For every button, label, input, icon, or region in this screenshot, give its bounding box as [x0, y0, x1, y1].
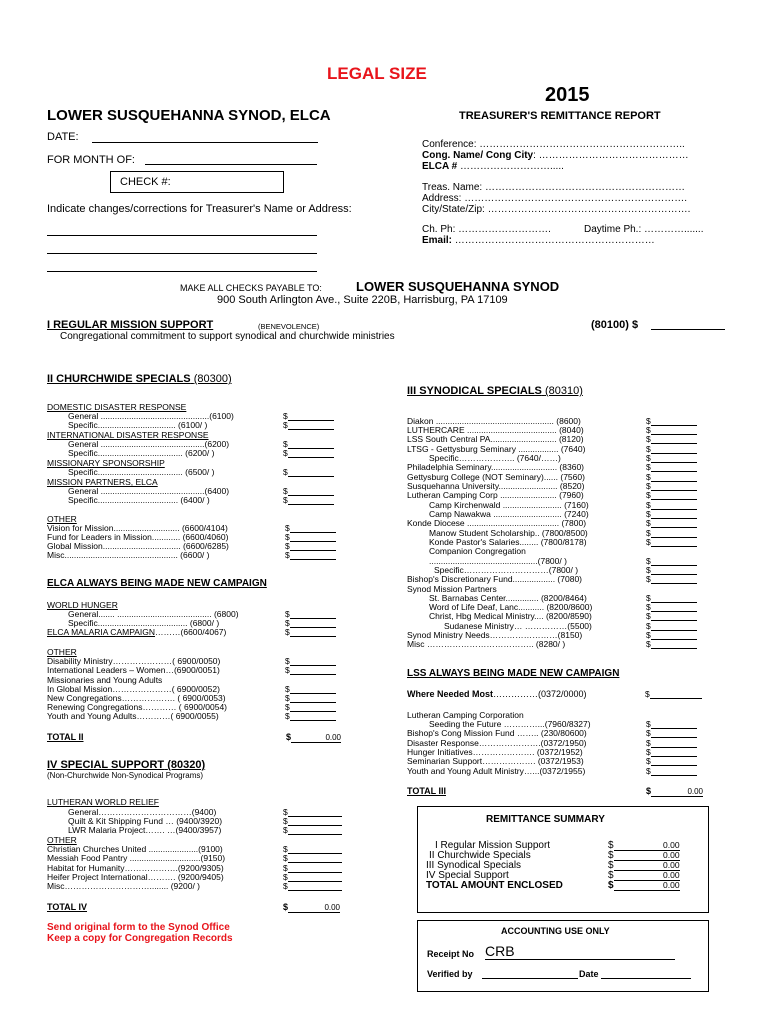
konde-amount[interactable]: $: [646, 519, 697, 528]
ltsg-amount[interactable]: $: [646, 445, 697, 454]
month-label: FOR MONTH OF:: [47, 154, 135, 166]
diakon: Diakon .................................................. (8600): [407, 416, 581, 426]
receipt-field[interactable]: [485, 943, 675, 960]
where-needed-amount[interactable]: $: [645, 690, 702, 699]
payable-name: LOWER SUSQUEHANNA SYNOD: [356, 279, 560, 294]
word-of-life: Word of Life Deaf, Lanc........... (8200/8600): [429, 602, 593, 612]
changes-line-3[interactable]: [47, 271, 317, 272]
cong-name-field[interactable]: [422, 150, 689, 161]
bishop-discretionary: Bishop's Discretionary Fund.................. (7080): [407, 574, 582, 584]
section1-amount[interactable]: [651, 329, 725, 330]
misc-synodical-amount[interactable]: $: [646, 640, 697, 649]
total3-value: 0.00: [651, 787, 703, 797]
christ-hbg: Christ, Hbg Medical Ministry.... (8200/8590): [429, 611, 592, 621]
email-field[interactable]: [422, 235, 655, 246]
domestic-specific-amount[interactable]: $: [283, 421, 334, 430]
total4-label: TOTAL IV: [47, 902, 88, 912]
email-label: Email:: [422, 235, 453, 246]
domestic-general-amount[interactable]: $: [283, 412, 334, 421]
youth-young-adults: Youth and Young Adults…………( 6900/0055): [47, 711, 219, 721]
benevolence-label: (BENEVOLENCE): [258, 322, 320, 331]
total2-label: TOTAL II: [47, 732, 84, 742]
youth-amount[interactable]: $: [285, 712, 336, 721]
global-mission-amount[interactable]: $: [285, 542, 336, 551]
renewing-amount[interactable]: $: [285, 703, 336, 712]
seminarian-amount[interactable]: $: [646, 757, 697, 766]
summary-total-amount: $ 0.00: [608, 880, 680, 891]
check-box[interactable]: [110, 171, 284, 193]
kirchenwald-amount[interactable]: $: [646, 501, 697, 510]
malaria-amount[interactable]: $: [285, 628, 336, 637]
summary-synodical-amount: $ 0.00: [608, 860, 680, 871]
accounting-title: ACCOUNTING USE ONLY: [501, 926, 610, 936]
report-title: TREASURER'S REMITTANCE REPORT: [459, 110, 661, 122]
total3-amount: $ 0.00: [646, 786, 704, 796]
where-needed-most: [407, 689, 587, 699]
missionary-specific: Specific.................................... (6500/ ): [68, 467, 215, 477]
malaria-label: ELCA MALARIA CAMPAIGN: [47, 627, 156, 637]
fund-leaders: Fund for Leaders in Mission............ (6600/4060): [47, 532, 229, 542]
legal-size-title: LEGAL SIZE: [327, 64, 427, 83]
nawakwa-amount[interactable]: $: [646, 510, 697, 519]
heifer-amount[interactable]: $: [283, 873, 342, 882]
malaria-code: ………(6600/4067): [155, 627, 227, 637]
keep-copy-note: Keep a copy for Congregation Records: [47, 933, 233, 944]
total4-amount: $ 0.00: [283, 902, 341, 912]
where-needed-label: Where Needed Most: [407, 689, 494, 699]
total2-amount: $ 0.00: [286, 732, 342, 742]
elca-label: ELCA #: [422, 161, 458, 172]
section4-other-heading: OTHER: [47, 835, 77, 845]
treas-name-field[interactable]: Treas. Name: ……………………………………………………: [422, 182, 685, 193]
susquehanna-amount[interactable]: $: [646, 482, 697, 491]
bishop-discretionary-amount[interactable]: $: [646, 575, 697, 584]
section2-code: (80300): [193, 373, 232, 385]
misc-special-amount[interactable]: $: [283, 882, 342, 891]
changes-line-1[interactable]: [47, 235, 317, 236]
st-barnabas: St. Barnabas Center.............. (8200/8464): [429, 593, 587, 603]
summary-title: REMITTANCE SUMMARY: [486, 814, 605, 825]
sudanese-amount[interactable]: $: [646, 622, 697, 631]
seeding-amount[interactable]: $: [646, 720, 697, 729]
companion-specific: Specific…………………………(7800/ ): [434, 565, 579, 575]
ltsg: LTSG - Gettysburg Seminary ................. (7640): [407, 444, 586, 454]
section3-title: [407, 385, 583, 397]
remittance-summary-box: [417, 806, 709, 913]
vision: Vision for Mission............................ (6600/4104): [47, 523, 228, 533]
sudanese-ministry: Sudanese Ministry… ……………(5500): [444, 621, 592, 631]
quilt-kit-shipping: Quilt & Kit Shipping Fund … (9400/3920): [68, 816, 223, 826]
intl-leaders-amount[interactable]: $: [285, 666, 336, 675]
lwr-general-amount[interactable]: $: [283, 808, 342, 817]
misc-churchwide-amount[interactable]: $: [285, 551, 336, 560]
missionaries-amount[interactable]: $: [285, 685, 336, 694]
verified-label: Verified by: [427, 969, 473, 979]
cong-name-label: Cong. Name/ Cong City: [422, 150, 534, 161]
org-name: LOWER SUSQUEHANNA SYNOD, ELCA: [47, 107, 331, 124]
elca-campaign-heading: ELCA ALWAYS BEING MADE NEW CAMPAIGN: [47, 578, 267, 589]
section2-title-text: II CHURCHWIDE SPECIALS: [47, 373, 191, 385]
total3-label: TOTAL III: [407, 786, 447, 796]
send-original-note: Send original form to the Synod Office: [47, 922, 230, 933]
luthercare: LUTHERCARE ...................................... (8040): [407, 425, 584, 435]
lwr-general: General……………………………(9400): [68, 807, 217, 817]
elca-field[interactable]: [422, 161, 564, 172]
lwr-malaria-amount[interactable]: $: [283, 826, 342, 835]
total4-value: 0.00: [288, 903, 340, 913]
synod-needs-amount[interactable]: $: [646, 631, 697, 640]
misc-synodical: Misc ……………………………….. (8280/ ): [407, 639, 566, 649]
synod-ministry-needs: Synod Ministry Needs……………………(8150): [407, 630, 583, 640]
christ-hbg-amount[interactable]: $: [646, 612, 697, 621]
check-label: CHECK #:: [120, 176, 171, 188]
companion-code: ..............................................(7800/ ): [429, 556, 567, 566]
intl-general-amount[interactable]: $: [283, 440, 334, 449]
cong-name-dots: : ………………………………………: [533, 150, 689, 161]
email-dots: ……………………………………………………: [452, 235, 655, 246]
manow-scholarship: Manow Student Scholarship.. (7800/8500): [429, 528, 588, 538]
summary-regular-amount: $ 0.00: [608, 840, 680, 851]
companion-specific-amount[interactable]: $: [646, 566, 697, 575]
new-congregations-amount[interactable]: $: [285, 694, 336, 703]
city-field[interactable]: City/State/Zip: …………………………………………………….: [422, 204, 691, 215]
disaster-amount[interactable]: $: [646, 739, 697, 748]
ltsg-specific-amount[interactable]: $: [646, 454, 697, 463]
christian-churches: Christian Churches United .....................(9100): [47, 844, 223, 854]
luthercare-amount[interactable]: $: [646, 426, 697, 435]
disability-amount[interactable]: $: [285, 657, 336, 666]
other2-heading: OTHER: [47, 647, 77, 657]
hunger-amount[interactable]: $: [646, 748, 697, 757]
disability-ministry: Disability Ministry…………………( 6900/0050): [47, 656, 221, 666]
habitat-amount[interactable]: $: [283, 864, 342, 873]
summary-total-label: TOTAL AMOUNT ENCLOSED: [426, 880, 563, 891]
world-hunger-heading: WORLD HUNGER: [47, 600, 118, 610]
bishop-cong-mission-amount[interactable]: $: [646, 729, 697, 738]
summary-special-amount: $ 0.00: [608, 870, 680, 881]
section1-desc: Congregational commitment to support synodical and churchwide ministries: [60, 331, 395, 342]
hunger-initiatives: Hunger Initiatives…………………. (0372/1952): [407, 747, 583, 757]
date-field[interactable]: [92, 142, 318, 143]
malaria-campaign: [47, 628, 226, 637]
lwr-malaria: LWR Malaria Project……. …(9400/3957): [68, 825, 222, 835]
synod-mission-partners: Synod Mission Partners: [407, 584, 497, 594]
st-barnabas-amount[interactable]: $: [646, 594, 697, 603]
partners-heading: MISSION PARTNERS, ELCA: [47, 477, 158, 487]
ltsg-specific: Specific……………….. (7640/……): [429, 453, 561, 463]
intl-specific-amount[interactable]: $: [283, 449, 334, 458]
konde-pastor-amount[interactable]: $: [646, 538, 697, 547]
lss-amount[interactable]: $: [646, 435, 697, 444]
international-heading: INTERNATIONAL DISASTER RESPONSE: [47, 430, 209, 440]
misc-churchwide: Misc................................................ (6600/ ): [47, 550, 210, 560]
section2-title: [47, 373, 232, 385]
summary-churchwide: II Churchwide Specials: [429, 850, 531, 861]
summary-special: IV Special Support: [426, 870, 509, 881]
lwr-heading: LUTHERAN WORLD RELIEF: [47, 797, 159, 807]
summary-regular: I Regular Mission Support: [435, 840, 551, 851]
seminarian-support: Seminarian Support………………. (0372/1953): [407, 756, 584, 766]
lss-campaign-heading: LSS ALWAYS BEING MADE NEW CAMPAIGN: [407, 668, 620, 679]
manow-amount[interactable]: $: [646, 529, 697, 538]
philadelphia-amount[interactable]: $: [646, 463, 697, 472]
camp-nawakwa: Camp Nawakwa ............................. (7240): [429, 509, 589, 519]
summary-churchwide-amount: $ 0.00: [608, 850, 680, 861]
section4-title: [47, 759, 205, 771]
other-heading: OTHER: [47, 514, 77, 524]
partners-specific-amount[interactable]: $: [283, 496, 334, 505]
section4-title-text: IV SPECIAL SUPPORT: [47, 759, 165, 771]
domestic-specific: Specific................................. (6100/ ): [68, 420, 208, 430]
church-phone-field[interactable]: Ch. Ph: ……………………….: [422, 224, 551, 235]
payable-address: 900 South Arlington Ave., Suite 220B, Harrisburg, PA 17109: [217, 294, 508, 306]
accounting-box: [417, 920, 709, 992]
changes-line-2[interactable]: [47, 253, 317, 254]
intl-leaders: International Leaders – Women…(6900/0051): [47, 665, 220, 675]
world-hunger-general-amount[interactable]: $: [285, 610, 336, 619]
changes-label: Indicate changes/corrections for Treasurer's Name or Address:: [47, 203, 352, 215]
renewing-congregations: Renewing Congregations………… ( 6900/0054): [47, 702, 228, 712]
date-label: DATE:: [47, 131, 79, 143]
accounting-date-field[interactable]: [601, 978, 691, 979]
section1-title: I REGULAR MISSION SUPPORT: [47, 319, 214, 331]
new-congregations: New Congregations………………. ( 6900/0053): [47, 693, 226, 703]
section4-code: (80320): [167, 759, 206, 771]
payable-label: MAKE ALL CHECKS PAYABLE TO:: [180, 283, 322, 293]
gettysburg-amount[interactable]: $: [646, 473, 697, 482]
world-hunger-specific-amount[interactable]: $: [285, 619, 336, 628]
year: 2015: [545, 84, 590, 106]
receipt-value: CRB: [485, 943, 515, 959]
elca-dots: ……………………….....: [457, 161, 564, 172]
world-hunger-specific: Specific...................................... (6800/ ): [68, 618, 220, 628]
receipt-label: Receipt No: [427, 949, 475, 959]
disaster-response: Disaster Response………………….(0372/1950): [407, 738, 587, 748]
philadelphia-seminary: Philadelphia Seminary............................ (8360): [407, 462, 585, 472]
seeding-the-future: Seeding the Future …………...(7960/8327): [429, 719, 591, 729]
missionaries-line2: In Global Mission…………………( 6900/0052): [47, 684, 220, 694]
where-needed-code: ……………(0372/0000): [493, 689, 587, 699]
youth-adult-ministry: Youth and Young Adult Ministry…...(0372/1955): [407, 766, 586, 776]
date-label-accounting: Date: [579, 969, 599, 979]
address-field[interactable]: Address: ………………………………………………………….: [422, 193, 688, 204]
quilt-amount[interactable]: $: [283, 817, 342, 826]
camping-corporation: Lutheran Camping Corporation: [407, 710, 524, 720]
domestic-heading: DOMESTIC DISASTER RESPONSE: [47, 402, 187, 412]
fund-leaders-amount[interactable]: $: [285, 533, 336, 542]
intl-general: General ............................................(6200): [68, 439, 230, 449]
partners-specific: Specific.................................. (6400/ ): [68, 495, 210, 505]
world-hunger-general: General....... ........................................ (6800): [68, 609, 239, 619]
word-of-life-amount[interactable]: $: [646, 603, 697, 612]
partners-general-amount[interactable]: $: [283, 487, 334, 496]
missionaries-line1: Missionaries and Young Adults: [47, 675, 163, 685]
missionary-specific-amount[interactable]: $: [283, 468, 334, 477]
misc-special: Misc…………………………........ (9200/ ): [47, 881, 201, 891]
konde-diocese: Konde Diocese ....................................... (7800): [407, 518, 587, 528]
section3-code: (80310): [544, 385, 583, 397]
diakon-amount[interactable]: $: [646, 417, 697, 426]
susquehanna-university: Susquehanna University......................... (8520): [407, 481, 585, 491]
gettysburg-college: Gettysburg College (NOT Seminary)...... (7560): [407, 472, 585, 482]
section4-subtitle: (Non-Churchwide Non-Synodical Programs): [47, 771, 204, 780]
domestic-general: General ..............................................(6100): [68, 411, 234, 421]
global-mission: Global Mission................................. (6600/6285): [47, 541, 229, 551]
verified-field[interactable]: [482, 978, 578, 979]
conference-field[interactable]: Conference: ……………………………………………………..: [422, 139, 685, 150]
companion-congregation: Companion Congregation: [429, 546, 526, 556]
summary-synodical: III Synodical Specials: [426, 860, 522, 871]
messiah-amount[interactable]: $: [283, 854, 342, 863]
lutheran-camping: Lutheran Camping Corp ........................ (7960): [407, 490, 584, 500]
section3-title-text: III SYNODICAL SPECIALS: [407, 385, 542, 397]
camp-kirchenwald: Camp Kirchenwald ......................... (7160): [429, 500, 589, 510]
camping-amount[interactable]: $: [646, 491, 697, 500]
youth-adult-amount[interactable]: $: [646, 767, 697, 776]
habitat: Habitat for Humanity……………….(9200/9305): [47, 863, 224, 873]
total2-value: 0.00: [291, 733, 341, 743]
lss-south-central: LSS South Central PA............................ (8120): [407, 434, 584, 444]
bishop-cong-mission: Bishop's Cong Mission Fund …….. (230/80600): [407, 728, 587, 738]
missionary-heading: MISSIONARY SPONSORSHIP: [47, 458, 165, 468]
konde-pastor: Konde Pastor's Salaries........ (7800/8178): [429, 537, 587, 547]
daytime-phone-field[interactable]: Daytime Ph.: ………….......: [584, 224, 704, 235]
partners-general: General ............................................(6400): [68, 486, 230, 496]
intl-specific: Specific.................................... (6200/ ): [68, 448, 215, 458]
heifer-project: Heifer Project International………. (9200/9405): [47, 872, 224, 882]
month-field[interactable]: [145, 164, 317, 165]
vision-amount[interactable]: $: [285, 524, 336, 533]
messiah-food-pantry: Messiah Food Pantry ..............................(9150): [47, 853, 226, 863]
companion-amount[interactable]: $: [646, 557, 697, 566]
section1-code: (80100) $: [591, 319, 639, 331]
christian-churches-amount[interactable]: $: [283, 845, 342, 854]
